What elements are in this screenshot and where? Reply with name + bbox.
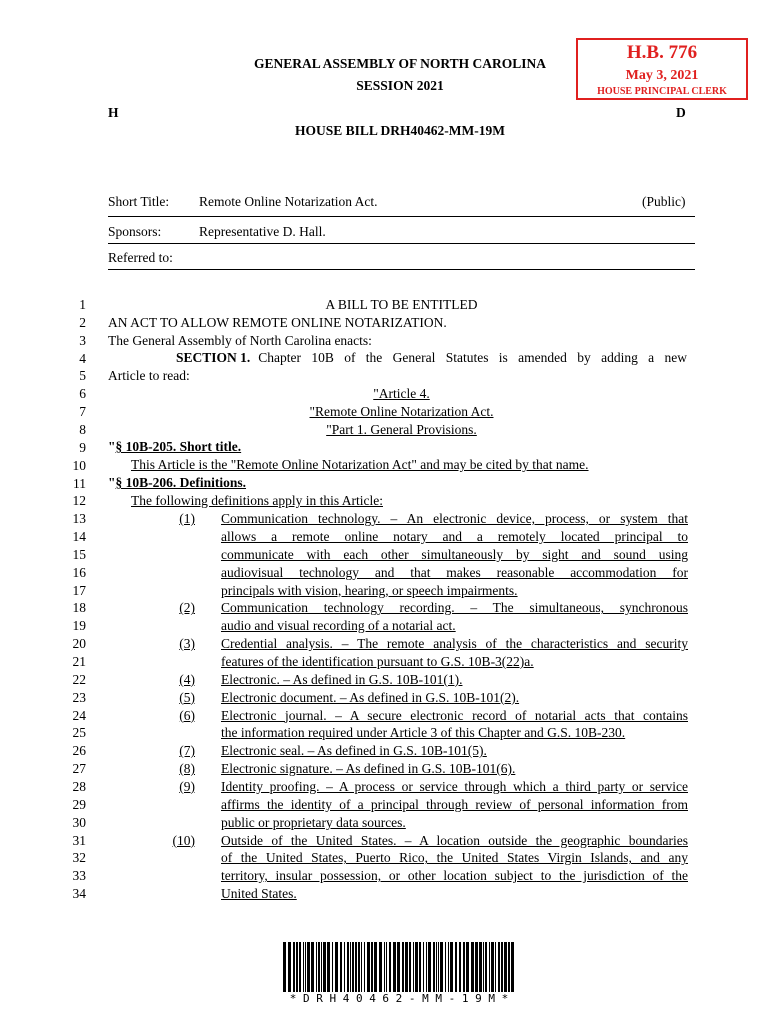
short-title-value: Remote Online Notarization Act.: [199, 194, 378, 209]
part-heading: "Part 1. General Provisions.: [326, 422, 477, 437]
definitions-intro: The following definitions apply in this Article:: [131, 493, 383, 508]
barcode-bar: [433, 942, 435, 992]
line-number: 10: [72, 457, 86, 473]
line-number: 16: [72, 564, 86, 580]
barcode-bar: [350, 942, 351, 992]
barcode-bar: [311, 942, 314, 992]
barcode-bar: [485, 942, 487, 992]
line-number: 30: [72, 814, 86, 830]
barcode-bar: [340, 942, 342, 992]
section-205-title: § 10B-205. Short title.: [115, 439, 242, 454]
barcode-bar: [409, 942, 411, 992]
definition-number: (3): [179, 636, 195, 652]
barcode-bar: [479, 942, 482, 992]
section-206-title: § 10B-206. Definitions.: [115, 475, 247, 490]
barcode-bar: [371, 942, 373, 992]
barcode-bar: [332, 942, 333, 992]
enacting-clause: The General Assembly of North Carolina enacts:: [108, 333, 372, 348]
barcode-bar: [405, 942, 408, 992]
line-number: 4: [79, 350, 86, 366]
definition-text: Communication technology recording. – The simultaneous, synchronous: [221, 600, 688, 616]
definition-text: United States.: [221, 886, 297, 902]
barcode-bar: [288, 942, 291, 992]
barcode-bar: [316, 942, 317, 992]
section-206-heading: [108, 475, 246, 491]
line-number: 25: [72, 725, 86, 741]
line-number: 22: [72, 671, 86, 687]
barcode-bar: [491, 942, 494, 992]
line-number: 23: [72, 689, 86, 705]
barcode-bar: [489, 942, 490, 992]
barcode-bar: [327, 942, 330, 992]
barcode-bar: [511, 942, 514, 992]
session-title: SESSION 2021: [356, 78, 444, 93]
line-number: 31: [72, 832, 86, 848]
barcode-bar: [389, 942, 391, 992]
line-number: 12: [72, 493, 86, 509]
definition-text: audiovisual technology and that makes reasonable accommodation for: [221, 564, 688, 580]
article-title: "Remote Online Notarization Act.: [309, 404, 494, 419]
section-1-text-cont: Article to read:: [108, 368, 190, 383]
line-number: 7: [79, 404, 86, 420]
barcode-bar: [355, 942, 357, 992]
barcode-bar: [397, 942, 400, 992]
definition-text: Credential analysis. – The remote analysis of the characteristics and security: [221, 636, 688, 652]
line-number: 20: [72, 636, 86, 652]
barcode-bar: [415, 942, 418, 992]
barcode-bar: [296, 942, 298, 992]
definition-text: principals with vision, hearing, or speech impairments.: [221, 582, 518, 598]
barcode-bar: [318, 942, 320, 992]
definition-text: Electronic document. – As defined in G.S. 10B-101(2).: [221, 689, 520, 705]
definition-text: features of the identification pursuant to G.S. 10B-3(22)a.: [221, 654, 534, 669]
barcode-bar: [445, 942, 446, 992]
line-number: 18: [72, 600, 86, 616]
line-number: 6: [79, 386, 86, 402]
divider: [108, 243, 695, 244]
definition-number: (6): [179, 707, 195, 723]
barcode-bar: [426, 942, 427, 992]
definition-number: (2): [179, 600, 195, 616]
section-1-label: SECTION 1.: [176, 350, 251, 365]
barcode-bar: [361, 942, 362, 992]
barcode-bar: [374, 942, 377, 992]
short-title-label: Short Title:: [108, 194, 170, 209]
barcode-bar: [293, 942, 295, 992]
line-number: 24: [72, 707, 86, 723]
barcode-bar: [498, 942, 500, 992]
definition-number: (4): [179, 671, 195, 687]
article-heading: "Article 4.: [373, 386, 430, 401]
barcode-bar: [303, 942, 304, 992]
line-number: 13: [72, 511, 86, 527]
barcode-bar: [402, 942, 404, 992]
barcode-bar: [455, 942, 457, 992]
barcode-bar: [335, 942, 338, 992]
barcode-bar: [367, 942, 370, 992]
barcode-bar: [438, 942, 439, 992]
definition-text: the information required under Article 3 of this Chapter and G.S. 10B-230.: [221, 725, 626, 741]
line-number: 3: [79, 332, 86, 348]
short-title-type: (Public): [642, 194, 686, 209]
line-number: 8: [79, 421, 86, 437]
barcode-bar: [450, 942, 453, 992]
referred-label: Referred to:: [108, 250, 173, 265]
definition-text: Electronic. – As defined in G.S. 10B-101(1).: [221, 671, 463, 687]
line-number: 2: [79, 314, 86, 330]
line-number: 14: [72, 529, 86, 545]
divider: [108, 216, 695, 217]
barcode-bar: [352, 942, 354, 992]
line-number: 5: [79, 368, 86, 384]
barcode-bar: [508, 942, 510, 992]
barcode-bar: [471, 942, 474, 992]
line-number: 17: [72, 582, 86, 598]
barcode-bar: [386, 942, 387, 992]
line-number: 34: [72, 886, 86, 902]
barcode-bar: [305, 942, 306, 992]
definition-text: territory, insular possession, or other location subject to the jurisdiction of the: [221, 868, 688, 884]
definition-text: Outside of the United States. – A location outside the geographic boundaries: [221, 832, 688, 848]
barcode-bar: [379, 942, 382, 992]
barcode-bar: [283, 942, 286, 992]
barcode-bar: [358, 942, 360, 992]
bill-heading: A BILL TO BE ENTITLED: [325, 297, 478, 312]
barcode-bar: [501, 942, 503, 992]
line-number: 29: [72, 796, 86, 812]
stamp-office: HOUSE PRINCIPAL CLERK: [597, 86, 727, 97]
line-number: 26: [72, 743, 86, 759]
barcode-bar: [321, 942, 322, 992]
barcode-bar: [323, 942, 326, 992]
definition-number: (1): [179, 511, 195, 527]
divider: [108, 269, 695, 270]
definition-text: Identity proofing. – A process or service through which a third party or service: [221, 778, 688, 794]
line-number: 33: [72, 868, 86, 884]
barcode-bar: [413, 942, 414, 992]
line-number: 19: [72, 618, 86, 634]
quote-mark: ": [108, 475, 116, 490]
sponsors-label: Sponsors:: [108, 224, 162, 239]
barcode-bar: [463, 942, 465, 992]
barcode-bar: [347, 942, 349, 992]
line-number: 1: [79, 297, 86, 312]
definition-text: allows a remote online notary and a remotely located principal to: [221, 529, 688, 545]
section-1-text: Chapter 10B of the General Statutes is amended by adding a new: [258, 350, 687, 365]
act-title: AN ACT TO ALLOW REMOTE ONLINE NOTARIZATION.: [108, 315, 447, 330]
barcode-image: [283, 942, 515, 994]
definition-text: Communication technology. – An electronic device, process, or system that: [221, 511, 688, 527]
chamber-letter: H: [108, 105, 119, 120]
barcode-bar: [428, 942, 431, 992]
sponsors-value: Representative D. Hall.: [199, 224, 326, 239]
barcode-bar: [504, 942, 507, 992]
barcode-bar: [344, 942, 345, 992]
barcode-bar: [419, 942, 421, 992]
definition-number: (5): [179, 689, 195, 705]
section-205-text: This Article is the "Remote Online Notarization Act" and may be cited by that name.: [131, 457, 589, 472]
barcode-bar: [495, 942, 496, 992]
section-1-line: [176, 350, 687, 366]
line-number: 21: [72, 654, 86, 669]
barcode-bar: [483, 942, 484, 992]
barcode-bar: [393, 942, 396, 992]
barcode-bar: [384, 942, 385, 992]
draft-letter: D: [676, 105, 686, 120]
barcode-bar: [423, 942, 424, 992]
line-number: 32: [72, 850, 86, 866]
definition-number: (9): [179, 778, 195, 794]
definition-number: (8): [179, 761, 195, 777]
barcode-bar: [466, 942, 469, 992]
definition-number: (7): [179, 743, 195, 759]
barcode-bar: [440, 942, 443, 992]
definition-text: of the United States, Puerto Rico, the United States Virgin Islands, and any: [221, 850, 688, 866]
definition-text: Electronic seal. – As defined in G.S. 10B-101(5).: [221, 743, 487, 759]
definition-text: communicate with each other simultaneously by sight and sound using: [221, 546, 688, 562]
stamp-bill-number: H.B. 776: [626, 42, 698, 63]
definition-text: Electronic signature. – As defined in G.S. 10B-101(6).: [221, 761, 516, 777]
line-number: 27: [72, 761, 86, 777]
quote-mark: ": [108, 439, 116, 454]
barcode-bar: [475, 942, 478, 992]
line-number: 9: [79, 439, 86, 455]
line-number: 28: [72, 778, 86, 794]
received-stamp: [576, 38, 748, 100]
definition-text: affirms the identity of a principal through review of personal information from: [221, 796, 688, 812]
barcode-bar: [436, 942, 437, 992]
barcode-bar: [299, 942, 301, 992]
definition-text: public or proprietary data sources.: [221, 814, 406, 830]
definition-text: audio and visual recording of a notarial act.: [221, 618, 456, 634]
line-number: 11: [73, 475, 86, 491]
definition-text: Electronic journal. – A secure electronic record of notarial acts that contains: [221, 707, 688, 723]
bill-id: HOUSE BILL DRH40462-MM-19M: [294, 123, 505, 138]
barcode-bar: [307, 942, 310, 992]
definition-number: (10): [172, 832, 195, 848]
section-205-heading: [108, 439, 241, 455]
stamp-date: May 3, 2021: [625, 68, 699, 83]
barcode-bar: [364, 942, 365, 992]
assembly-title: GENERAL ASSEMBLY OF NORTH CAROLINA: [253, 56, 547, 71]
line-number: 15: [72, 546, 86, 562]
barcode-bar: [448, 942, 449, 992]
barcode-bar: [459, 942, 461, 992]
barcode-text: * D R H 4 0 4 6 2 - M M - 1 9 M *: [289, 992, 509, 1005]
